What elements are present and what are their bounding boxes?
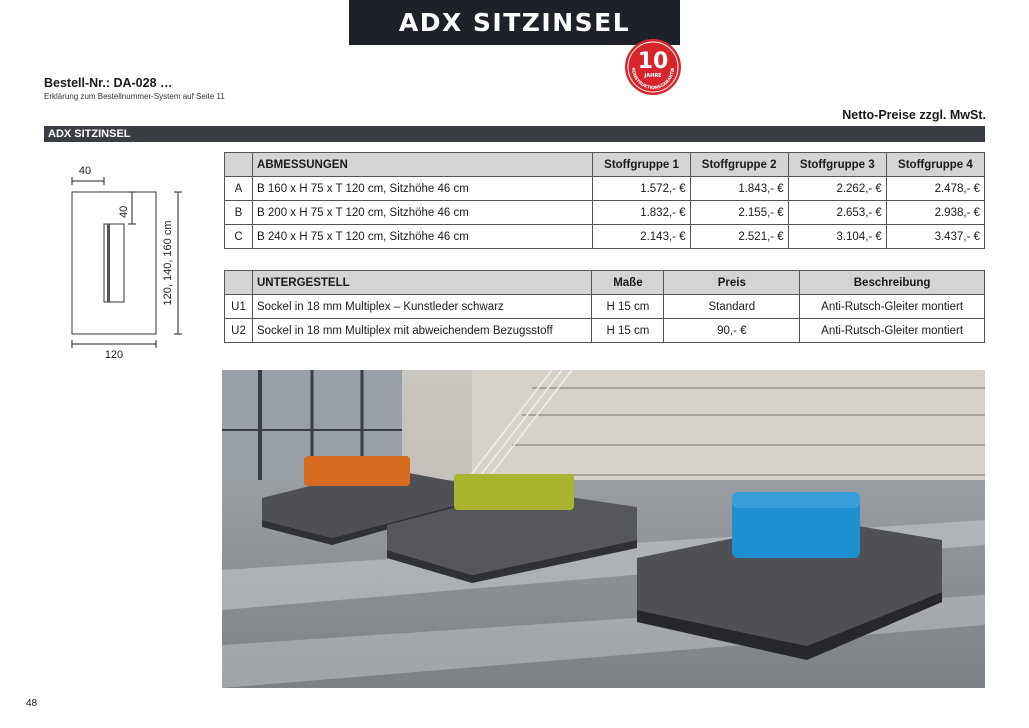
dimensions-price-table xyxy=(224,152,985,249)
row-code: C xyxy=(225,225,253,249)
base-options-table xyxy=(224,270,985,343)
row-description: Sockel in 18 mm Multiplex mit abweichendem Bezugsstoff xyxy=(252,319,591,343)
dim-bottom-label: 120 xyxy=(104,349,124,360)
row-description: Sockel in 18 mm Multiplex – Kunstleder schwarz xyxy=(252,295,591,319)
row-code: U1 xyxy=(225,295,253,319)
table-header-cell: Stoffgruppe 3 xyxy=(788,153,886,177)
guarantee-badge-icon xyxy=(624,38,682,96)
row-dimensions: B 160 x H 75 x T 120 cm, Sitzhöhe 46 cm xyxy=(253,177,593,201)
section-title: ADX SITZINSEL xyxy=(44,126,985,142)
row-price: 90,- € xyxy=(664,319,800,343)
dim-side-label: 120, 140, 160 cm xyxy=(162,220,174,306)
table-row xyxy=(225,177,985,201)
table-header-cell: UNTERGESTELL xyxy=(252,271,591,295)
table-header-cell: Preis xyxy=(664,271,800,295)
price-cell: 1.572,- € xyxy=(593,177,690,201)
price-cell: 2.155,- € xyxy=(690,201,788,225)
dim-top-label: 40 xyxy=(78,165,92,177)
price-cell: 2.521,- € xyxy=(690,225,788,249)
table-header-cell xyxy=(225,153,253,177)
table-header-cell: Maße xyxy=(592,271,664,295)
table-header-row xyxy=(225,271,985,295)
row-size: H 15 cm xyxy=(592,295,664,319)
price-cell: 2.478,- € xyxy=(886,177,984,201)
row-info: Anti-Rutsch-Gleiter montiert xyxy=(800,295,985,319)
table-header-cell: Beschreibung xyxy=(800,271,985,295)
row-code: U2 xyxy=(225,319,253,343)
order-note: Erklärung zum Bestellnummer-System auf Seite 11 xyxy=(44,92,225,101)
order-number: Bestell-Nr.: DA-028 … xyxy=(44,76,173,90)
price-cell: 2.143,- € xyxy=(593,225,690,249)
badge-arc-text: KONSTRUKTIONSGARANTIE xyxy=(629,67,677,92)
table-header-cell: Stoffgruppe 1 xyxy=(593,153,690,177)
page-number: 48 xyxy=(26,698,38,709)
seat-orange xyxy=(304,456,410,486)
product-photo xyxy=(222,370,985,688)
row-size: H 15 cm xyxy=(592,319,664,343)
table-header-cell xyxy=(225,271,253,295)
dim-inner-label: 40 xyxy=(118,205,130,218)
price-cell: 2.938,- € xyxy=(886,201,984,225)
price-cell: 2.262,- € xyxy=(788,177,886,201)
seat-green xyxy=(454,474,574,510)
table-header-cell: Stoffgruppe 2 xyxy=(690,153,788,177)
price-cell: 2.653,- € xyxy=(788,201,886,225)
table-row xyxy=(225,225,985,249)
netto-note: Netto-Preise zzgl. MwSt. xyxy=(842,108,986,122)
row-dimensions: B 240 x H 75 x T 120 cm, Sitzhöhe 46 cm xyxy=(253,225,593,249)
row-price: Standard xyxy=(664,295,800,319)
row-code: B xyxy=(225,201,253,225)
price-cell: 1.843,- € xyxy=(690,177,788,201)
price-cell: 3.437,- € xyxy=(886,225,984,249)
table-row xyxy=(225,295,985,319)
row-info: Anti-Rutsch-Gleiter montiert xyxy=(800,319,985,343)
table-row xyxy=(225,319,985,343)
table-row xyxy=(225,201,985,225)
table-header-cell: ABMESSUNGEN xyxy=(253,153,593,177)
table-header-row xyxy=(225,153,985,177)
table-header-cell: Stoffgruppe 4 xyxy=(886,153,984,177)
badge-number: 10 xyxy=(637,49,669,74)
badge-unit: JAHRE xyxy=(644,73,662,79)
page-title: ADX SITZINSEL xyxy=(349,0,680,45)
dimension-drawing xyxy=(60,160,200,360)
row-dimensions: B 200 x H 75 x T 120 cm, Sitzhöhe 46 cm xyxy=(253,201,593,225)
price-cell: 1.832,- € xyxy=(593,201,690,225)
row-code: A xyxy=(225,177,253,201)
price-cell: 3.104,- € xyxy=(788,225,886,249)
